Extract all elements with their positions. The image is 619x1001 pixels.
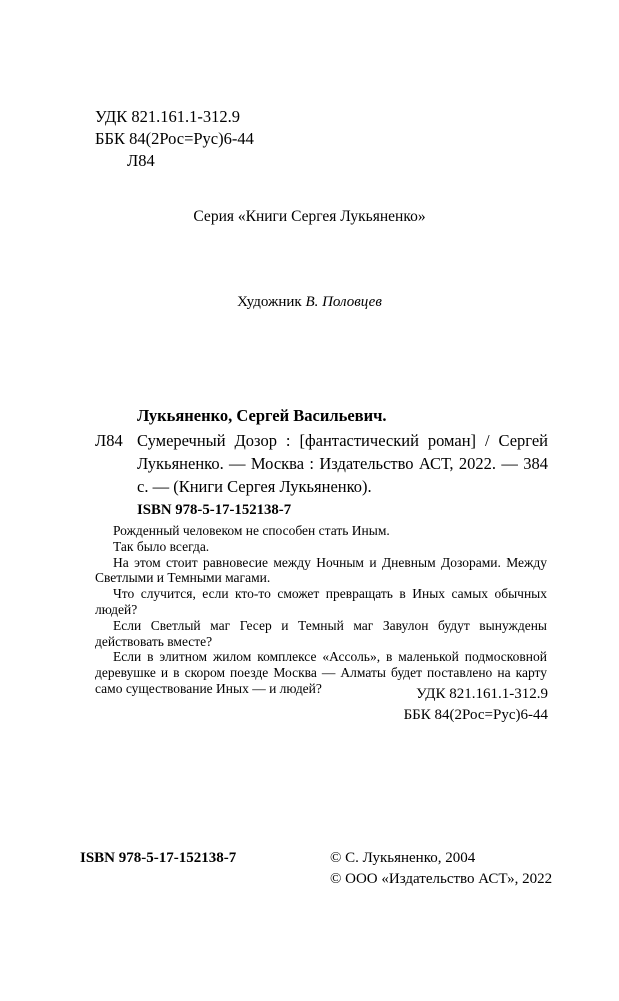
artist-label: Художник <box>237 294 306 310</box>
entry-description: Сумеречный Дозор : [фантастический роман] / Сергей Лукьяненко. — Москва : Издательство АСТ, 2022. — 384 с. — (Книги Сергея Лукьяненко). <box>137 431 548 496</box>
classification-codes <box>95 106 254 172</box>
author-sign-code: Л84 <box>127 151 155 170</box>
annotation-paragraph: Если Светлый маг Гесер и Темный маг Завулон будут вынуждены действовать вместе? <box>95 617 547 649</box>
bibliographic-entry <box>95 429 548 498</box>
footer-udk-code: УДК 821.161.1-312.9 <box>416 686 548 702</box>
entry-author-code: Л84 <box>95 431 123 450</box>
annotation-paragraph: Что случится, если кто-то сможет превращать в Иных самых обычных людей? <box>95 586 547 617</box>
copyright-lines <box>330 848 570 890</box>
isbn-line: ISBN 978-5-17-152138-7 <box>137 502 292 518</box>
artist-name: В. Половцев <box>305 294 382 310</box>
copyright-publisher: © ООО «Издательство АСТ», 2022 <box>330 871 553 887</box>
annotation-paragraph: Рожденный человеком не способен стать Иным. <box>113 523 390 538</box>
copyright-block <box>80 848 570 890</box>
udk-code: УДК 821.161.1-312.9 <box>95 107 241 126</box>
artist-credit <box>0 294 619 311</box>
bibliographic-author: Лукьяненко, Сергей Васильевич. <box>137 406 387 425</box>
copyright-author: © С. Лукьяненко, 2004 <box>330 850 476 866</box>
bbk-code: ББК 84(2Рос=Рус)6-44 <box>95 129 254 148</box>
bottom-isbn: ISBN 978-5-17-152138-7 <box>80 850 237 866</box>
footer-bbk-code: ББК 84(2Рос=Рус)6-44 <box>403 707 548 723</box>
annotation-paragraph: Так было всегда. <box>113 538 210 554</box>
series-title: Серия «Книги Сергея Лукьяненко» <box>193 208 426 225</box>
classification-codes-footer <box>95 684 548 726</box>
annotation-block <box>95 523 547 697</box>
annotation-paragraph: На этом стоит равновесие между Ночным и Дневным Дозорами. Между Светлыми и Темными магами. <box>95 554 547 586</box>
annotation-paragraph: Если в элитном жилом комплексе «Ассоль», в маленькой подмосковной деревушке и в скором поезде Москва — Алматы будет поставлено на карту само существование Иных — и людей? <box>95 649 547 696</box>
